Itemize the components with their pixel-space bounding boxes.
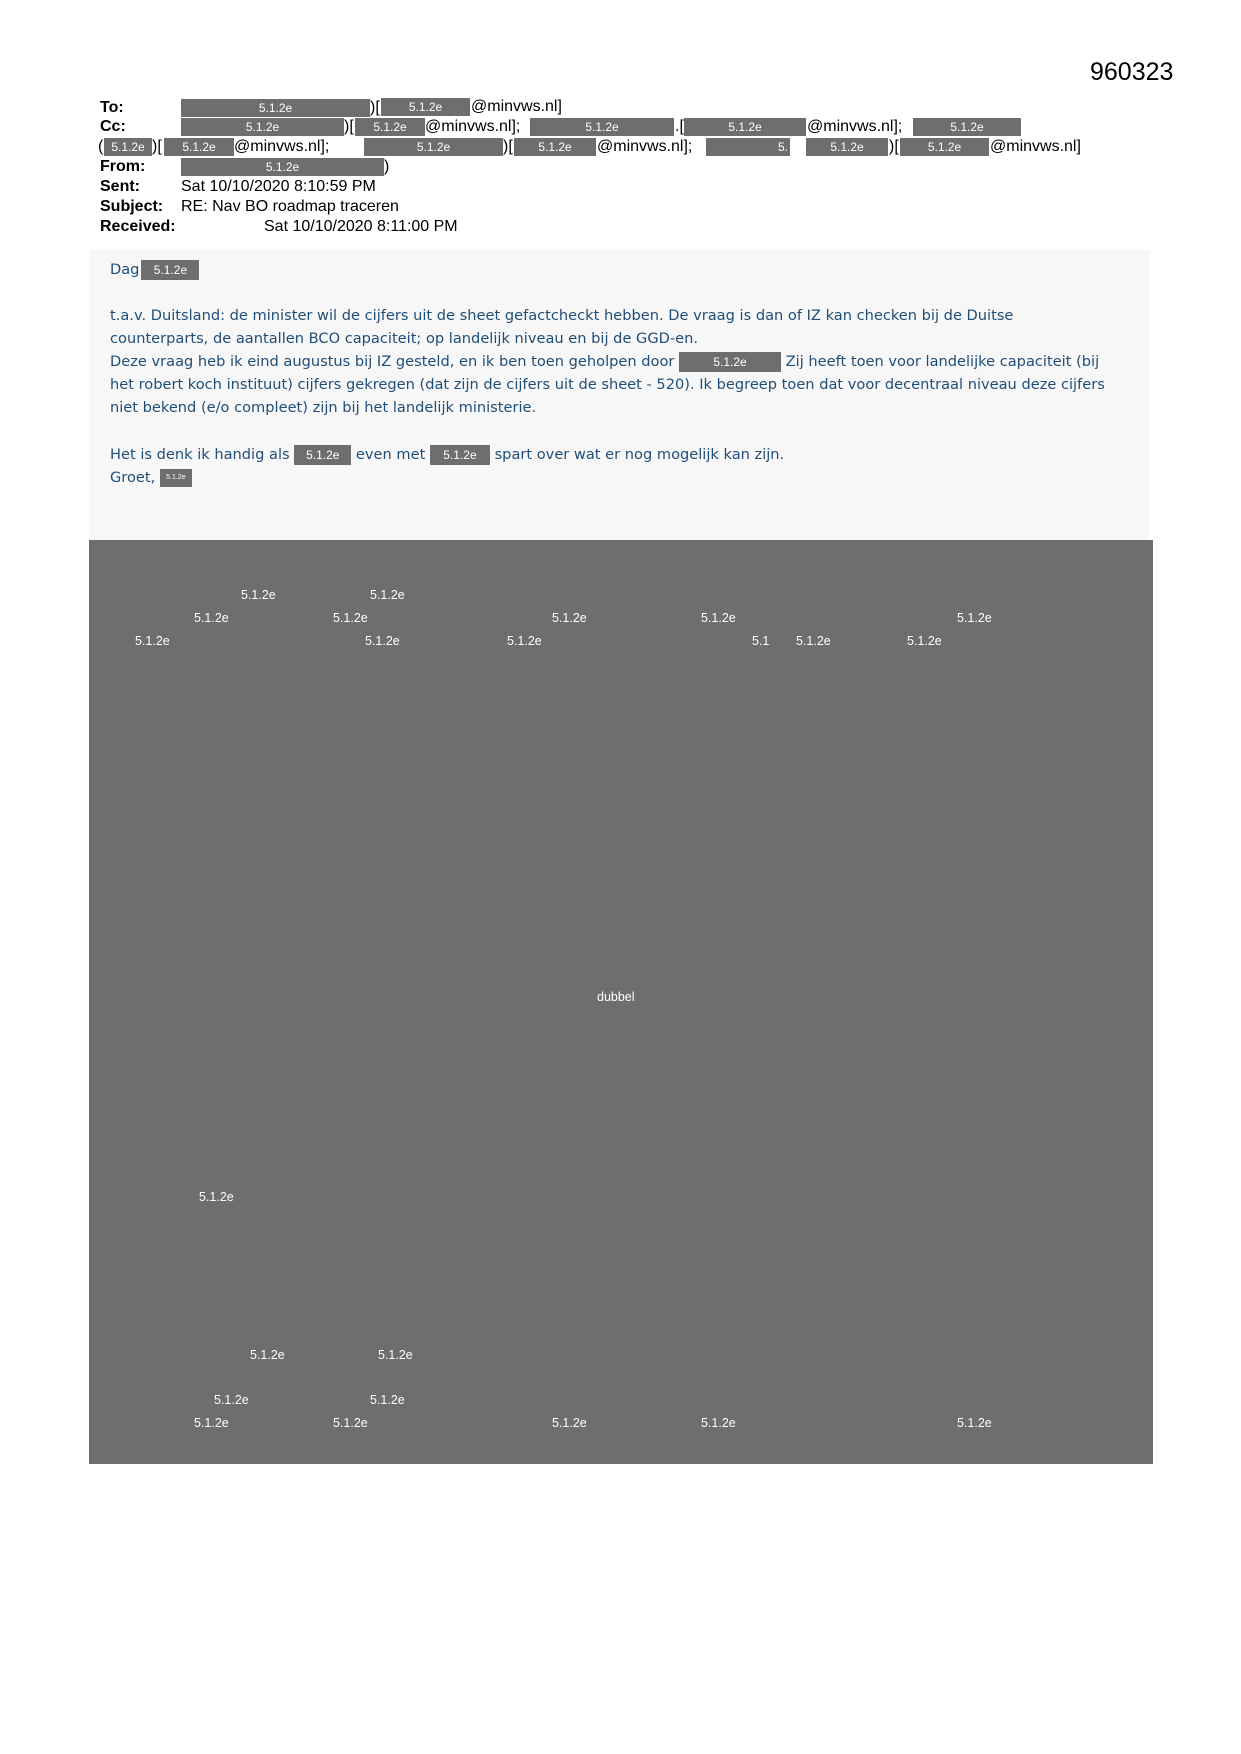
redaction: 5.1.2e — [913, 118, 1021, 136]
redaction-label: 5.1.2e — [194, 1416, 229, 1430]
subject-label: Subject: — [100, 198, 164, 215]
redacted-block — [89, 540, 1153, 1464]
redaction-label: 5.1.2e — [552, 1416, 587, 1430]
from-close: ) — [384, 158, 390, 175]
redaction: 5.1.2e — [164, 138, 234, 156]
redaction-label: 5.1.2e — [199, 1190, 234, 1204]
cc-separator: )[ — [503, 138, 513, 155]
cc-domain: @minvws.nl] — [990, 138, 1081, 155]
received-label: Received: — [100, 218, 176, 235]
redaction: 5.1.2e — [181, 158, 384, 176]
redaction-label: 5.1.2e — [370, 1393, 405, 1407]
closing — [110, 466, 192, 489]
received-value: Sat 10/10/2020 8:11:00 PM — [264, 218, 458, 235]
redaction-label: 5.1.2e — [333, 611, 368, 625]
redaction-label: 5.1.2e — [701, 611, 736, 625]
redaction: 5.1.2e — [160, 469, 192, 487]
redaction-label: 5.1.2e — [552, 611, 587, 625]
redaction-label: 5.1.2e — [135, 634, 170, 648]
paragraph-2-part-1: Deze vraag heb ik eind augustus bij IZ gesteld, en ik ben toen geholpen door — [110, 353, 675, 370]
cc-label: Cc: — [100, 118, 126, 135]
redaction: 5.1.2e — [530, 118, 674, 136]
redaction-label: 5.1.2e — [378, 1348, 413, 1362]
cc-separator: .[ — [675, 118, 684, 135]
redaction-label: 5.1 — [752, 634, 770, 648]
redaction: 5.1.2e — [900, 138, 989, 156]
cc-separator: ( — [98, 138, 104, 155]
closing-text: Groet, — [110, 469, 156, 486]
paragraph-3-part-3: spart over wat er nog mogelijk kan zijn. — [494, 446, 785, 463]
cc-domain: @minvws.nl]; — [807, 118, 903, 135]
redaction-label: 5.1.2e — [507, 634, 542, 648]
redaction: 5.1.2e — [806, 138, 888, 156]
redaction: 5.1.2e — [104, 138, 152, 156]
redaction-label: 5.1.2e — [907, 634, 942, 648]
redaction-label: 5.1.2e — [333, 1416, 368, 1430]
greeting — [110, 258, 199, 281]
redaction: 5.1.2e — [364, 138, 503, 156]
redaction: 5.1.2e — [355, 118, 425, 136]
redaction: 5.1.2e — [181, 118, 344, 136]
greeting-text: Dag — [110, 261, 140, 278]
redaction-label: 5.1.2e — [365, 634, 400, 648]
block-center-label: dubbel — [597, 990, 635, 1004]
redaction-label: 5.1.2e — [957, 1416, 992, 1430]
paragraph-3-part-2: even met — [355, 446, 426, 463]
cc-separator: )[ — [889, 138, 899, 155]
redaction-label: 5.1.2e — [370, 588, 405, 602]
paragraph-1: t.a.v. Duitsland: de minister wil de cijfers uit de sheet gefactcheckt hebben. De vraag is dan of IZ kan checken bij de Duitse counterparts, de aantallen BCO capaciteit; op landelijk niveau en bij de GGD-en. — [110, 307, 1014, 347]
redaction: 5.1.2e — [684, 118, 806, 136]
subject-value: RE: Nav BO roadmap traceren — [181, 198, 399, 215]
document-number: 960323 — [1090, 58, 1174, 86]
from-label: From: — [100, 158, 146, 175]
cc-domain: @minvws.nl]; — [425, 118, 521, 135]
redaction-label: 5.1.2e — [194, 611, 229, 625]
paragraph-2-part-2: Zij heeft toen voor landelijke capaciteit (bij het robert koch instituut) cijfers gekregen (dat zijn de cijfers uit de sheet - 520). Ik begreep toen dat voor decentraal niveau deze cijfers niet bekend (e/o compleet) zijn bij het landelijk ministerie. — [110, 353, 1105, 416]
paragraph-3 — [110, 443, 1110, 466]
paragraph-2 — [110, 350, 1122, 419]
redaction: 5.1.2e — [514, 138, 596, 156]
redaction-label: 5.1.2e — [796, 634, 831, 648]
redaction-label: 5.1.2e — [241, 588, 276, 602]
to-separator: )[ — [370, 99, 380, 116]
redaction-label: 5.1.2e — [250, 1348, 285, 1362]
sent-label: Sent: — [100, 178, 140, 195]
cc-separator: )[ — [344, 118, 354, 135]
redaction: 5.1.2e — [430, 445, 490, 465]
to-domain: @minvws.nl] — [471, 98, 562, 115]
redaction-label: 5.1.2e — [701, 1416, 736, 1430]
sent-value: Sat 10/10/2020 8:10:59 PM — [181, 178, 376, 195]
cc-domain: @minvws.nl]; — [234, 138, 330, 155]
paragraph-3-part-1: Het is denk ik handig als — [110, 446, 290, 463]
to-label: To: — [100, 99, 124, 116]
cc-domain: @minvws.nl]; — [597, 138, 693, 155]
redaction: 5.1.2e — [679, 352, 781, 372]
cc-separator: )[ — [152, 138, 162, 155]
redaction: 5.1.2e — [381, 98, 470, 116]
redaction: 5.1.2e — [294, 445, 351, 465]
redaction-label: 5.1.2e — [957, 611, 992, 625]
redaction: 5. — [706, 138, 790, 156]
redaction: 5.1.2e — [181, 99, 370, 117]
redaction: 5.1.2e — [141, 260, 199, 280]
redaction-label: 5.1.2e — [214, 1393, 249, 1407]
